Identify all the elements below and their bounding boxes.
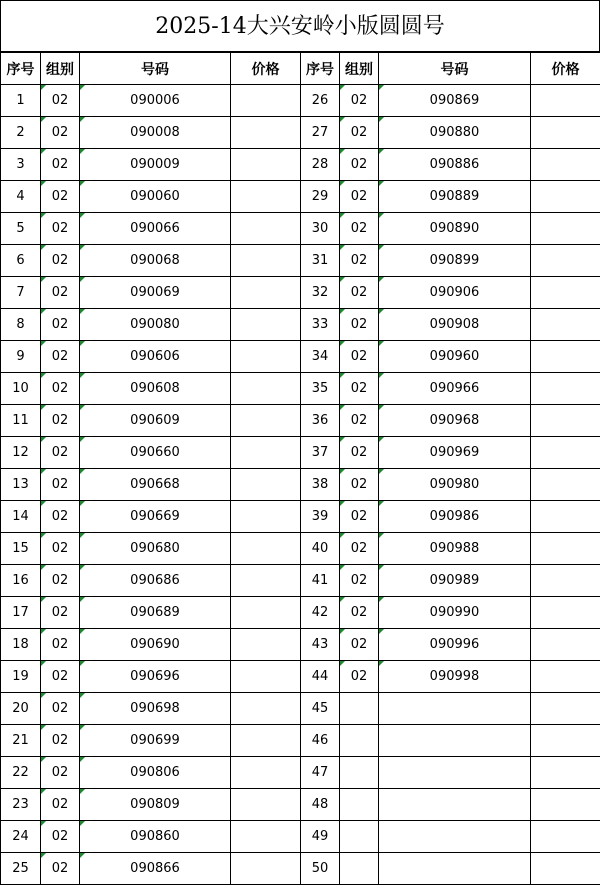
number-cell[interactable]: 090606 [80, 341, 231, 373]
table-row [1, 693, 600, 725]
seq-cell[interactable]: 23 [1, 789, 41, 821]
group-cell[interactable]: 02 [340, 533, 379, 565]
group-cell[interactable]: 02 [340, 309, 379, 341]
price-cell[interactable] [531, 533, 600, 565]
seq-cell[interactable]: 12 [1, 437, 41, 469]
table-row [1, 821, 600, 853]
group-cell[interactable] [340, 725, 379, 757]
price-cell[interactable] [231, 693, 301, 725]
price-cell[interactable] [231, 789, 301, 821]
group-cell[interactable]: 02 [41, 373, 80, 405]
header-group: 组别 [340, 53, 379, 85]
group-cell[interactable]: 02 [41, 565, 80, 597]
header-price: 价格 [531, 53, 600, 85]
group-cell[interactable]: 02 [41, 181, 80, 213]
price-cell[interactable] [231, 661, 301, 693]
seq-cell[interactable]: 10 [1, 373, 41, 405]
number-cell[interactable]: 090968 [379, 405, 531, 437]
price-cell[interactable] [531, 757, 600, 789]
seq-cell[interactable]: 30 [301, 213, 340, 245]
header-seq: 序号 [301, 53, 340, 85]
price-cell[interactable] [531, 693, 600, 725]
seq-cell[interactable]: 9 [1, 341, 41, 373]
number-cell[interactable]: 090889 [379, 181, 531, 213]
group-cell[interactable] [340, 853, 379, 885]
seq-cell[interactable]: 8 [1, 309, 41, 341]
seq-cell[interactable]: 46 [301, 725, 340, 757]
group-cell[interactable]: 02 [340, 85, 379, 117]
price-cell[interactable] [531, 373, 600, 405]
group-cell[interactable]: 02 [340, 565, 379, 597]
seq-cell[interactable]: 29 [301, 181, 340, 213]
price-cell[interactable] [231, 245, 301, 277]
number-cell[interactable]: 090890 [379, 213, 531, 245]
group-cell[interactable] [340, 693, 379, 725]
number-cell[interactable]: 090980 [379, 469, 531, 501]
number-cell[interactable]: 090686 [80, 565, 231, 597]
price-cell[interactable] [531, 501, 600, 533]
group-cell[interactable]: 02 [340, 341, 379, 373]
table-row [1, 373, 600, 405]
price-cell[interactable] [531, 853, 600, 885]
group-cell[interactable]: 02 [340, 213, 379, 245]
number-cell[interactable] [379, 757, 531, 789]
seq-cell[interactable]: 32 [301, 277, 340, 309]
table-row [1, 277, 600, 309]
table-row [1, 309, 600, 341]
number-cell[interactable]: 090689 [80, 597, 231, 629]
price-cell[interactable] [531, 181, 600, 213]
number-cell[interactable]: 090998 [379, 661, 531, 693]
seq-cell[interactable]: 44 [301, 661, 340, 693]
number-cell[interactable]: 090880 [379, 117, 531, 149]
number-cell[interactable]: 090066 [80, 213, 231, 245]
group-cell[interactable]: 02 [340, 501, 379, 533]
table-row [1, 405, 600, 437]
number-cell[interactable]: 090060 [80, 181, 231, 213]
table-row [1, 757, 600, 789]
group-cell[interactable]: 02 [340, 661, 379, 693]
seq-cell[interactable]: 11 [1, 405, 41, 437]
price-cell[interactable] [231, 629, 301, 661]
number-cell[interactable]: 090989 [379, 565, 531, 597]
price-cell[interactable] [531, 661, 600, 693]
price-cell[interactable] [231, 117, 301, 149]
table-row [1, 565, 600, 597]
group-cell[interactable]: 02 [340, 181, 379, 213]
seq-cell[interactable]: 36 [301, 405, 340, 437]
group-cell[interactable]: 02 [340, 597, 379, 629]
number-cell[interactable]: 090068 [80, 245, 231, 277]
seq-cell[interactable]: 42 [301, 597, 340, 629]
seq-cell[interactable]: 34 [301, 341, 340, 373]
table-row [1, 469, 600, 501]
group-cell[interactable]: 02 [41, 821, 80, 853]
number-cell[interactable]: 090988 [379, 533, 531, 565]
group-cell[interactable]: 02 [41, 85, 80, 117]
number-cell[interactable]: 090860 [80, 821, 231, 853]
number-cell[interactable] [379, 725, 531, 757]
price-cell[interactable] [531, 469, 600, 501]
group-cell[interactable]: 02 [340, 277, 379, 309]
price-cell[interactable] [531, 341, 600, 373]
group-cell[interactable]: 02 [41, 533, 80, 565]
group-cell[interactable]: 02 [340, 437, 379, 469]
price-cell[interactable] [531, 309, 600, 341]
group-cell[interactable]: 02 [41, 149, 80, 181]
group-cell[interactable]: 02 [340, 469, 379, 501]
number-cell[interactable] [379, 853, 531, 885]
number-cell[interactable]: 090986 [379, 501, 531, 533]
price-cell[interactable] [231, 597, 301, 629]
price-cell[interactable] [231, 437, 301, 469]
price-cell[interactable] [531, 437, 600, 469]
seq-cell[interactable]: 38 [301, 469, 340, 501]
price-cell[interactable] [231, 725, 301, 757]
number-table [0, 52, 600, 885]
price-cell[interactable] [531, 597, 600, 629]
group-cell[interactable] [340, 757, 379, 789]
seq-cell[interactable]: 25 [1, 853, 41, 885]
table-row [1, 597, 600, 629]
number-cell[interactable]: 090960 [379, 341, 531, 373]
header-seq: 序号 [1, 53, 41, 85]
group-cell[interactable]: 02 [340, 405, 379, 437]
number-cell[interactable]: 090869 [379, 85, 531, 117]
group-cell[interactable]: 02 [340, 629, 379, 661]
price-cell[interactable] [531, 789, 600, 821]
price-cell[interactable] [531, 629, 600, 661]
number-cell[interactable]: 090990 [379, 597, 531, 629]
group-cell[interactable]: 02 [41, 661, 80, 693]
header-row [1, 53, 600, 85]
seq-cell[interactable]: 33 [301, 309, 340, 341]
number-cell[interactable]: 090680 [80, 533, 231, 565]
table-row [1, 661, 600, 693]
group-cell[interactable]: 02 [41, 629, 80, 661]
group-cell[interactable]: 02 [41, 469, 80, 501]
price-cell[interactable] [531, 117, 600, 149]
price-cell[interactable] [231, 373, 301, 405]
number-cell[interactable] [379, 693, 531, 725]
number-cell[interactable]: 090899 [379, 245, 531, 277]
price-cell[interactable] [531, 725, 600, 757]
seq-cell[interactable]: 16 [1, 565, 41, 597]
group-cell[interactable]: 02 [41, 853, 80, 885]
price-cell[interactable] [231, 85, 301, 117]
group-cell[interactable]: 02 [41, 597, 80, 629]
price-cell[interactable] [531, 85, 600, 117]
group-cell[interactable]: 02 [41, 789, 80, 821]
table-row [1, 629, 600, 661]
table-row [1, 725, 600, 757]
price-cell[interactable] [231, 821, 301, 853]
price-cell[interactable] [531, 821, 600, 853]
number-cell[interactable] [379, 789, 531, 821]
seq-cell[interactable]: 45 [301, 693, 340, 725]
price-cell[interactable] [531, 565, 600, 597]
header-number: 号码 [80, 53, 231, 85]
table-row [1, 853, 600, 885]
seq-cell[interactable]: 43 [301, 629, 340, 661]
price-cell[interactable] [531, 405, 600, 437]
number-cell[interactable]: 090660 [80, 437, 231, 469]
group-cell[interactable]: 02 [41, 277, 80, 309]
seq-cell[interactable]: 1 [1, 85, 41, 117]
seq-cell[interactable]: 15 [1, 533, 41, 565]
price-cell[interactable] [231, 277, 301, 309]
seq-cell[interactable]: 19 [1, 661, 41, 693]
number-cell[interactable]: 090969 [379, 437, 531, 469]
price-cell[interactable] [531, 213, 600, 245]
seq-cell[interactable]: 4 [1, 181, 41, 213]
seq-cell[interactable]: 26 [301, 85, 340, 117]
number-cell[interactable]: 090608 [80, 373, 231, 405]
table-row [1, 245, 600, 277]
number-cell[interactable]: 090698 [80, 693, 231, 725]
seq-cell[interactable]: 49 [301, 821, 340, 853]
price-cell[interactable] [531, 149, 600, 181]
group-cell[interactable] [340, 821, 379, 853]
seq-cell[interactable]: 24 [1, 821, 41, 853]
seq-cell[interactable]: 21 [1, 725, 41, 757]
seq-cell[interactable]: 7 [1, 277, 41, 309]
number-cell[interactable]: 090690 [80, 629, 231, 661]
number-cell[interactable]: 090668 [80, 469, 231, 501]
number-cell[interactable]: 090008 [80, 117, 231, 149]
price-cell[interactable] [231, 309, 301, 341]
group-cell[interactable]: 02 [41, 117, 80, 149]
price-cell[interactable] [231, 469, 301, 501]
number-cell[interactable]: 090966 [379, 373, 531, 405]
price-cell[interactable] [231, 149, 301, 181]
number-cell[interactable]: 090069 [80, 277, 231, 309]
price-cell[interactable] [231, 853, 301, 885]
seq-cell[interactable]: 5 [1, 213, 41, 245]
price-cell[interactable] [231, 757, 301, 789]
group-cell[interactable]: 02 [41, 725, 80, 757]
number-cell[interactable]: 090669 [80, 501, 231, 533]
seq-cell[interactable]: 3 [1, 149, 41, 181]
number-cell[interactable]: 090080 [80, 309, 231, 341]
table-row [1, 85, 600, 117]
group-cell[interactable]: 02 [340, 149, 379, 181]
price-cell[interactable] [231, 533, 301, 565]
group-cell[interactable]: 02 [41, 757, 80, 789]
seq-cell[interactable]: 14 [1, 501, 41, 533]
number-cell[interactable]: 090609 [80, 405, 231, 437]
number-cell[interactable]: 090006 [80, 85, 231, 117]
seq-cell[interactable]: 18 [1, 629, 41, 661]
group-cell[interactable]: 02 [340, 373, 379, 405]
number-cell[interactable]: 090886 [379, 149, 531, 181]
seq-cell[interactable]: 40 [301, 533, 340, 565]
group-cell[interactable]: 02 [41, 405, 80, 437]
group-cell[interactable]: 02 [41, 501, 80, 533]
number-cell[interactable]: 090009 [80, 149, 231, 181]
number-cell[interactable]: 090866 [80, 853, 231, 885]
number-cell[interactable]: 090906 [379, 277, 531, 309]
seq-cell[interactable]: 48 [301, 789, 340, 821]
header-number: 号码 [379, 53, 531, 85]
table-row [1, 341, 600, 373]
price-cell[interactable] [231, 181, 301, 213]
number-cell[interactable]: 090809 [80, 789, 231, 821]
price-cell[interactable] [531, 245, 600, 277]
group-cell[interactable]: 02 [41, 437, 80, 469]
group-cell[interactable]: 02 [340, 245, 379, 277]
price-cell[interactable] [231, 565, 301, 597]
header-group: 组别 [41, 53, 80, 85]
table-row [1, 117, 600, 149]
header-price: 价格 [231, 53, 301, 85]
table-row [1, 181, 600, 213]
seq-cell[interactable]: 6 [1, 245, 41, 277]
seq-cell[interactable]: 50 [301, 853, 340, 885]
group-cell[interactable]: 02 [41, 693, 80, 725]
sheet-title: 2025-14大兴安岭小版圆圆号 [0, 0, 600, 52]
number-cell[interactable]: 090806 [80, 757, 231, 789]
price-cell[interactable] [231, 501, 301, 533]
seq-cell[interactable]: 13 [1, 469, 41, 501]
group-cell[interactable]: 02 [41, 341, 80, 373]
group-cell[interactable]: 02 [340, 117, 379, 149]
number-cell[interactable]: 090996 [379, 629, 531, 661]
seq-cell[interactable]: 22 [1, 757, 41, 789]
number-cell[interactable]: 090908 [379, 309, 531, 341]
table-row [1, 789, 600, 821]
price-cell[interactable] [231, 405, 301, 437]
group-cell[interactable]: 02 [41, 309, 80, 341]
table-row [1, 213, 600, 245]
seq-cell[interactable]: 47 [301, 757, 340, 789]
seq-cell[interactable]: 27 [301, 117, 340, 149]
table-row [1, 501, 600, 533]
table-body [1, 85, 600, 885]
table-row [1, 149, 600, 181]
group-cell[interactable] [340, 789, 379, 821]
price-cell[interactable] [231, 213, 301, 245]
seq-cell[interactable]: 2 [1, 117, 41, 149]
group-cell[interactable]: 02 [41, 213, 80, 245]
number-cell[interactable]: 090696 [80, 661, 231, 693]
number-cell[interactable] [379, 821, 531, 853]
number-cell[interactable]: 090699 [80, 725, 231, 757]
seq-cell[interactable]: 28 [301, 149, 340, 181]
table-row [1, 533, 600, 565]
price-cell[interactable] [231, 341, 301, 373]
table-row [1, 437, 600, 469]
seq-cell[interactable]: 17 [1, 597, 41, 629]
seq-cell[interactable]: 37 [301, 437, 340, 469]
seq-cell[interactable]: 39 [301, 501, 340, 533]
seq-cell[interactable]: 20 [1, 693, 41, 725]
price-cell[interactable] [531, 277, 600, 309]
group-cell[interactable]: 02 [41, 245, 80, 277]
seq-cell[interactable]: 35 [301, 373, 340, 405]
seq-cell[interactable]: 41 [301, 565, 340, 597]
seq-cell[interactable]: 31 [301, 245, 340, 277]
